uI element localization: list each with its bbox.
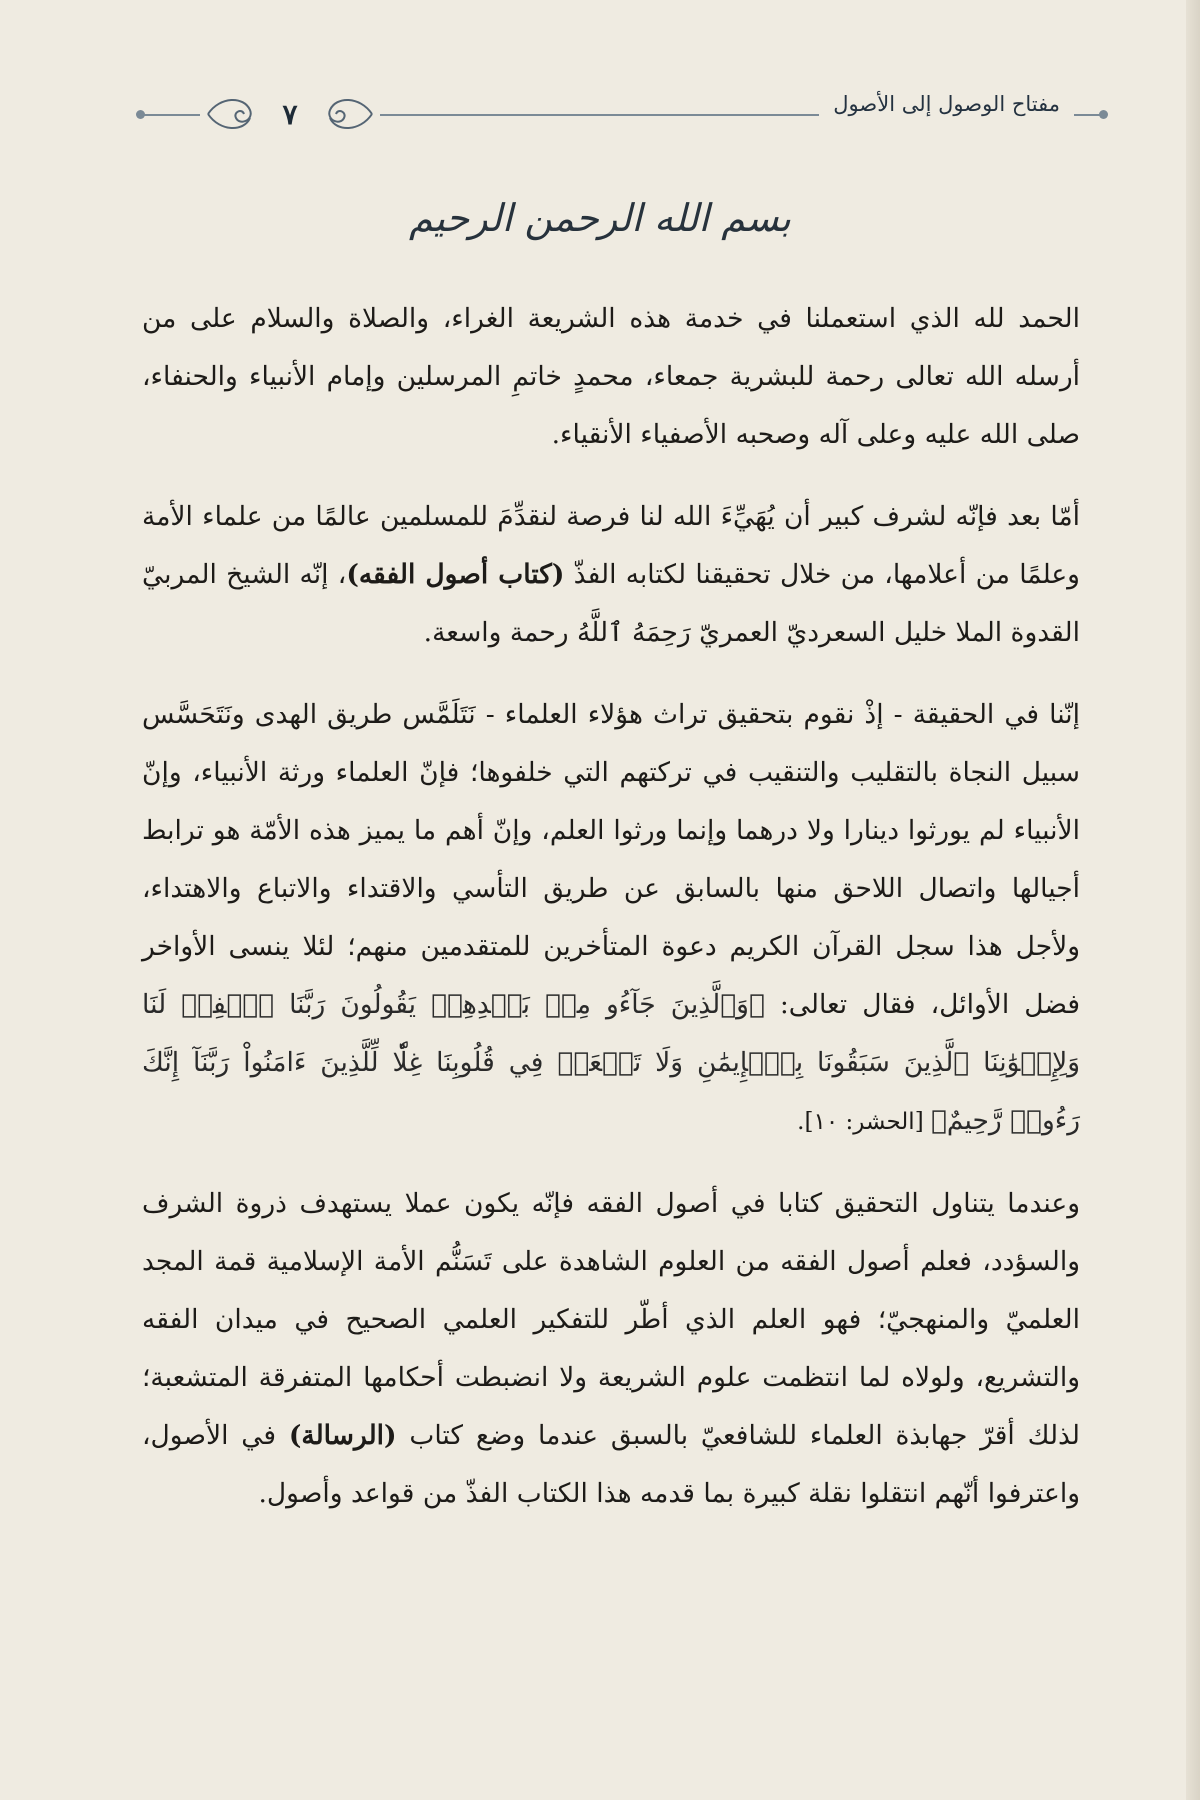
paragraph-text: إنّنا في الحقيقة - إذْ نقوم بتحقيق تراث هؤلاء العلماء - نَتَلَمَّس طريق الهدى ونَتَحَسَّس سبيل النجاة بالتقليب والتنقيب في تركتهم التي خلفوها؛ فإنّ العلماء ورثة الأنبياء، وإنّ الأنبياء لم يورثوا دينارا ولا درهما وإنما ورثوا العلم، وإنّ أهم ما يميز هذه الأمّة هو ترابط أجيالها واتصال اللاحق منها بالسابق عن طريق التأسي والاقتداء والاتباع والاهتداء، ولأجل هذا سجل القرآن الكريم دعوة المتأخرين للمتقدمين منهم؛ لئلا ينسى الأواخر فضل الأوائل، فقال تعالى: <box>142 699 1080 1020</box>
book-title-reference: (كتاب أصول الفقه) <box>346 559 565 590</box>
header-rule-end-dot <box>1099 110 1108 119</box>
page-number-ornament <box>200 90 380 138</box>
paragraph-text: أمّا بعد فإنّه لشرف كبير أن يُهَيِّءَ الله لنا فرصة لنقدِّمَ للمسلمين عالمًا من علماء الأمة وعلمًا من أعلامها، من خلال تحقيقنا لكتابه الفذّ <box>142 501 1081 590</box>
header-rule-end-dot <box>136 110 145 119</box>
paragraph-opening <box>142 290 1080 464</box>
paragraph-usul <box>142 1175 1080 1523</box>
main-text <box>142 290 1080 1523</box>
running-header <box>140 90 1104 134</box>
book-title-reference: (الرسالة) <box>288 1420 397 1451</box>
quran-verse: ﴿وَٱلَّذِينَ جَآءُو مِنۢ بَعۡدِهِمۡ يَقُولُونَ رَبَّنَا ٱغۡفِرۡ لَنَا وَلِإِخۡوَٰنِنَا ٱلَّذِينَ سَبَقُونَا بِٱلۡإِيمَٰنِ وَلَا تَجۡعَلۡ فِي قُلُوبِنَا غِلّٗا لِّلَّذِينَ ءَامَنُواْ رَبَّنَآ إِنَّكَ رَءُوفٞ رَّحِيمٌ﴾ <box>142 989 1080 1136</box>
basmala-calligraphy: بسم الله الرحمن الرحيم <box>409 196 791 240</box>
paragraph-text: ، إنّه الشيخ المربيّ القدوة الملا خليل السعرديّ العمريّ رَحِمَهُ ٱللَّهُ رحمة واسعة. <box>142 559 1080 648</box>
paragraph-heritage <box>142 686 1080 1151</box>
page-edge <box>1186 0 1200 1800</box>
paragraph-text: الحمد لله الذي استعملنا في خدمة هذه الشريعة الغراء، والصلاة والسلام على من أرسله الله تعالى رحمة للبشرية جمعاء، محمدٍ خاتمِ المرسلين وإمام الأنبياء والحنفاء، صلى الله عليه وعلى آله وصحبه الأصفياء الأنقياء. <box>142 303 1080 450</box>
page-number: ٧ <box>274 98 305 131</box>
paragraph-introduction <box>142 488 1080 662</box>
verse-reference: [الحشر: ١٠]. <box>797 1109 931 1135</box>
paragraph-text: وعندما يتناول التحقيق كتابا في أصول الفقه فإنّه يكون عملا يستهدف ذروة الشرف والسؤدد، فعلم أصول الفقه من العلوم الشاهدة على تَسَنُّم الأمة الإسلامية قمة المجد العلميّ والمنهجيّ؛ فهو العلم الذي أطّر للتفكير العلمي الصحيح في ميدان الفقه والتشريع، ولولاه لما انتظمت علوم الشريعة ولا انضبطت أحكامها المتفرقة المتشعبة؛ لذلك أقرّ جهابذة العلماء للشافعيّ بالسبق عندما وضع كتاب <box>142 1188 1080 1451</box>
book-title: مفتاح الوصول إلى الأصول <box>819 92 1074 116</box>
paragraph-text: في الأصول، واعترفوا أنّهم انتقلوا نقلة كبيرة بما قدمه هذا الكتاب الفذّ من قواعد وأصول. <box>142 1420 1080 1509</box>
